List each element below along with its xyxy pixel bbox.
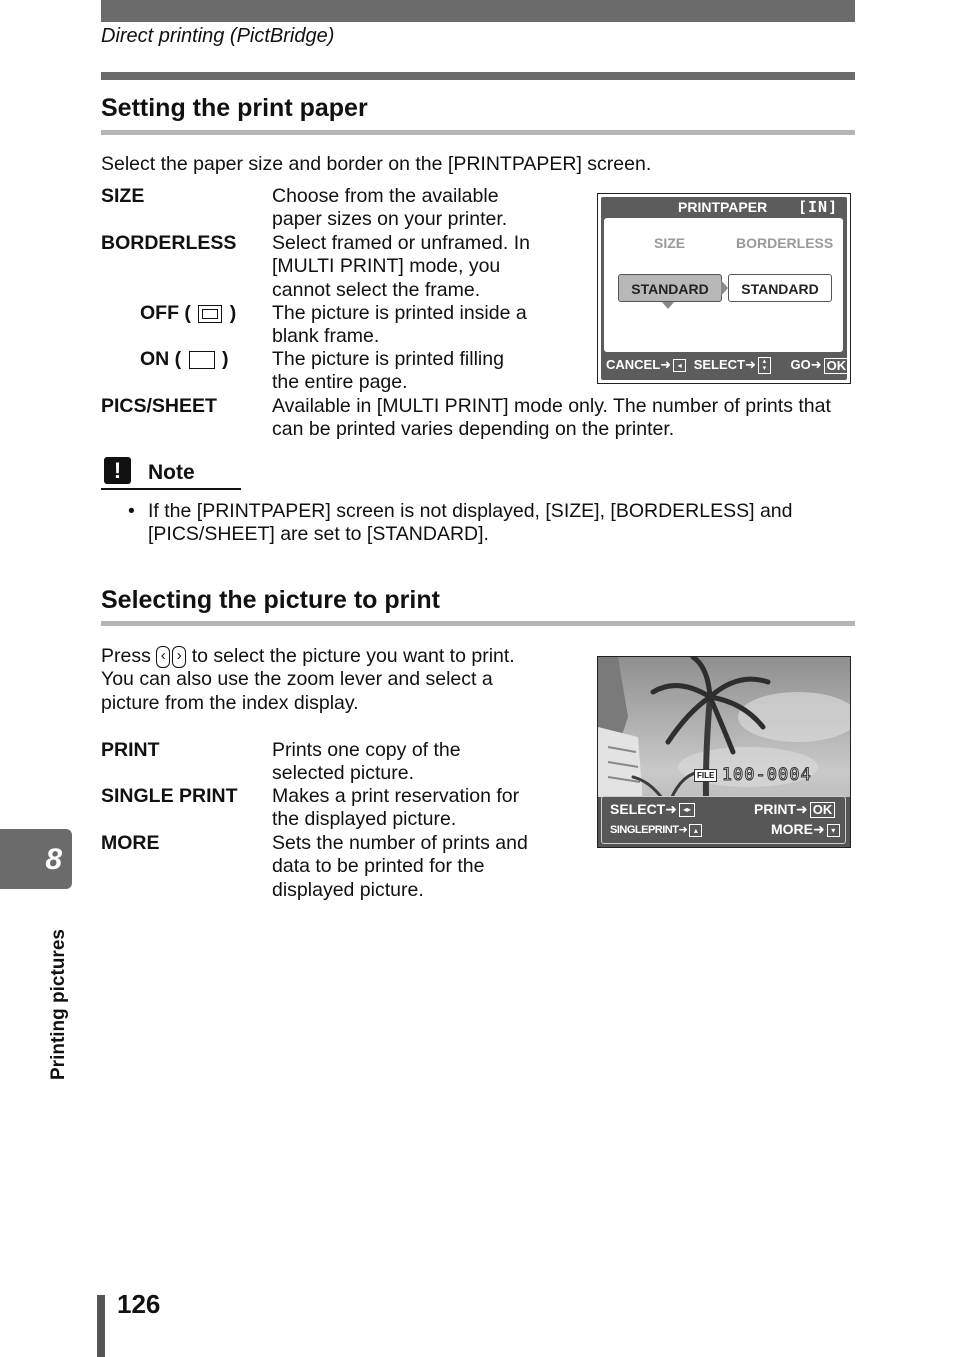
press-label: Press bbox=[101, 645, 151, 667]
chapter-tab bbox=[0, 829, 72, 889]
arrow-icon: ➜ bbox=[660, 357, 672, 372]
left-right-buttons-icon: ‹ › bbox=[156, 646, 186, 668]
picture-screen bbox=[597, 656, 851, 848]
arrow-right-icon bbox=[721, 280, 728, 296]
header-bar bbox=[101, 0, 855, 22]
print-desc-line: Prints one copy of the bbox=[272, 739, 461, 761]
size-desc-line: paper sizes on your printer. bbox=[272, 208, 508, 231]
intro-line: picture from the index display. bbox=[101, 691, 359, 714]
lcd1-bottom-bar bbox=[606, 357, 849, 374]
more-term: MORE bbox=[101, 832, 160, 854]
note-label: Note bbox=[148, 461, 195, 484]
ok-button-icon: OK bbox=[810, 802, 836, 818]
singleprint-label: SINGLEPRINT bbox=[610, 824, 679, 836]
borderless-desc bbox=[272, 232, 530, 302]
off-term-label: OFF ( bbox=[140, 302, 191, 324]
file-number bbox=[694, 765, 812, 785]
size-desc bbox=[272, 185, 507, 232]
singleprint-hint bbox=[610, 823, 702, 837]
borderless-icon bbox=[189, 351, 215, 369]
print-label: PRINT bbox=[754, 801, 796, 817]
select-label: SELECT bbox=[693, 357, 745, 372]
print-desc-line: selected picture. bbox=[272, 762, 414, 785]
press-desc: to select the picture you want to print. bbox=[191, 645, 515, 667]
down-button-icon: ▾ bbox=[827, 824, 840, 837]
arrow-down-icon bbox=[662, 302, 674, 309]
size-column-label: SIZE bbox=[654, 235, 686, 251]
note-text-line: If the [PRINTPAPER] screen is not displayed, [SIZE], [BORDERLESS] and bbox=[148, 500, 793, 522]
borderless-value-button[interactable]: STANDARD bbox=[728, 274, 832, 302]
borderless-term: BORDERLESS bbox=[101, 232, 237, 254]
note-bullet: • bbox=[128, 500, 135, 522]
size-desc-line: Choose from the available bbox=[272, 185, 499, 207]
more-desc-line: displayed picture. bbox=[272, 878, 424, 901]
section1-intro: Select the paper size and border on the [PRINTPAPER] screen. bbox=[101, 153, 652, 175]
pics-desc bbox=[272, 395, 831, 442]
section2-intro bbox=[101, 645, 515, 715]
left-right-button-icon: ◂▸ bbox=[679, 803, 695, 817]
on-desc bbox=[272, 348, 504, 395]
select-label: SELECT bbox=[610, 801, 666, 817]
pics-term: PICS/SHEET bbox=[101, 395, 217, 417]
section2-rule bbox=[101, 621, 855, 626]
off-desc-line: blank frame. bbox=[272, 325, 380, 348]
section-divider bbox=[101, 72, 855, 80]
arrow-icon: ➜ bbox=[813, 821, 825, 837]
file-number-value: 100-0004 bbox=[721, 765, 812, 785]
more-desc-line: data to be printed for the bbox=[272, 855, 485, 878]
go-label: GO bbox=[790, 357, 811, 372]
chapter-label: Printing pictures bbox=[48, 929, 69, 1080]
section1-heading: Setting the print paper bbox=[101, 94, 368, 122]
updown-button-icon: ▴ ▾ bbox=[758, 357, 771, 374]
more-desc bbox=[272, 832, 528, 902]
intro-line: You can also use the zoom lever and select a bbox=[101, 668, 493, 691]
single-print-desc-line: Makes a print reservation for bbox=[272, 785, 520, 807]
page-number-bar bbox=[97, 1295, 105, 1357]
more-desc-line: Sets the number of prints and bbox=[272, 832, 528, 854]
single-print-desc-line: the displayed picture. bbox=[272, 808, 457, 831]
on-term bbox=[140, 348, 229, 371]
framed-icon bbox=[198, 305, 222, 323]
borderless-desc-line: cannot select the frame. bbox=[272, 278, 481, 301]
borderless-column-label: BORDERLESS bbox=[736, 235, 834, 251]
note-text-line: [PICS/SHEET] are set to [STANDARD]. bbox=[148, 523, 489, 546]
cancel-label: CANCEL bbox=[606, 357, 661, 372]
borderless-desc-line: Select framed or unframed. In bbox=[272, 232, 530, 254]
arrow-icon: ➜ bbox=[665, 801, 677, 817]
arrow-icon: ➜ bbox=[678, 824, 688, 836]
page-number: 126 bbox=[117, 1289, 161, 1319]
size-term: SIZE bbox=[101, 185, 145, 207]
printpaper-title: PRINTPAPER bbox=[678, 199, 768, 215]
select-hint bbox=[610, 801, 695, 818]
on-term-close: ) bbox=[222, 348, 229, 370]
up-button-icon: ▴ bbox=[689, 824, 702, 837]
arrow-icon: ➜ bbox=[745, 357, 756, 372]
ok-button-icon: OK bbox=[824, 358, 850, 374]
file-icon: FILE bbox=[694, 769, 717, 782]
on-desc-line: the entire page. bbox=[272, 371, 408, 394]
off-term bbox=[140, 302, 236, 325]
off-desc bbox=[272, 302, 527, 349]
arrow-icon: ➜ bbox=[810, 357, 822, 372]
section1-rule bbox=[101, 130, 855, 135]
on-term-label: ON ( bbox=[140, 348, 182, 370]
pics-desc-line: Available in [MULTI PRINT] mode only. The number of prints that bbox=[272, 395, 831, 417]
more-label: MORE bbox=[771, 821, 813, 837]
left-button-icon: ◂ bbox=[673, 359, 686, 372]
print-term: PRINT bbox=[101, 739, 160, 761]
borderless-desc-line: [MULTI PRINT] mode, you bbox=[272, 255, 501, 278]
single-print-desc bbox=[272, 785, 519, 832]
print-hint bbox=[754, 801, 835, 818]
pics-desc-line: can be printed varies depending on the printer. bbox=[272, 418, 675, 441]
section2-heading: Selecting the picture to print bbox=[101, 586, 440, 614]
chapter-number: 8 bbox=[45, 843, 62, 876]
off-term-close: ) bbox=[229, 302, 237, 324]
note-icon: ! bbox=[104, 457, 131, 484]
on-desc-line: The picture is printed filling bbox=[272, 348, 504, 370]
single-print-term: SINGLE PRINT bbox=[101, 785, 238, 807]
header-title: Direct printing (PictBridge) bbox=[101, 25, 335, 47]
note-text bbox=[148, 500, 792, 547]
off-desc-line: The picture is printed inside a bbox=[272, 302, 527, 324]
print-desc bbox=[272, 739, 461, 786]
more-hint bbox=[771, 821, 840, 838]
size-value-button[interactable]: STANDARD bbox=[618, 274, 722, 302]
note-underline bbox=[101, 488, 241, 490]
printpaper-screen bbox=[597, 193, 851, 384]
internal-memory-badge: [IN] bbox=[798, 198, 839, 216]
arrow-icon: ➜ bbox=[796, 801, 808, 817]
